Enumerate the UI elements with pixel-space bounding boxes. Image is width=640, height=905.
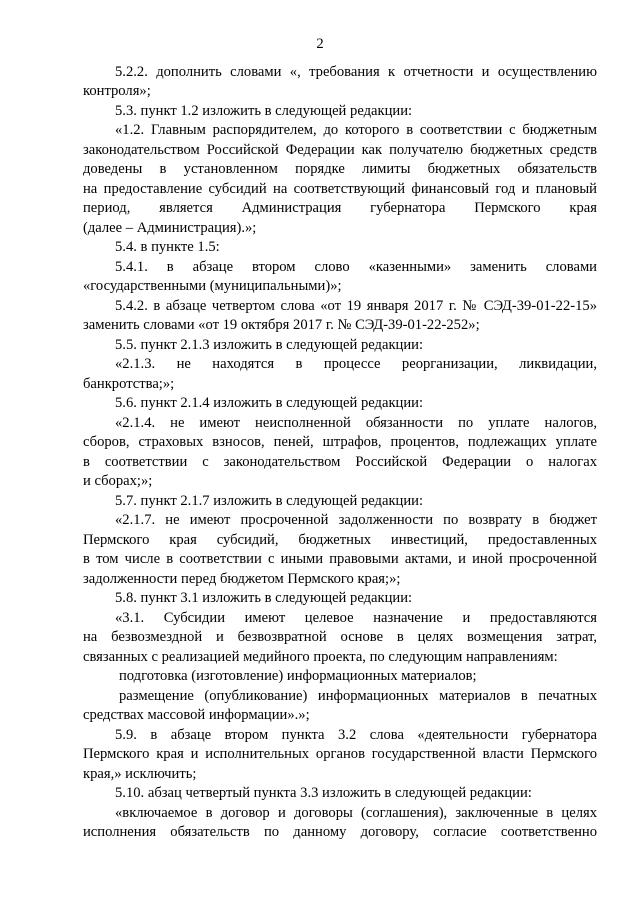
text-line: доведены в установленном порядке лимиты бюджетных обязательств	[83, 161, 597, 177]
text-line: 5.3. пункт 1.2 изложить в следующей редакции:	[115, 102, 413, 119]
text-line: в соответствии с законодательством Российской Федерации о налогах	[83, 453, 597, 470]
text-line: 5.10. абзац четвертый пункта 3.3 изложить в следующей редакции:	[115, 785, 532, 801]
text-line: «2.1.3. не находятся в процессе реорганизации, ликвидации,	[115, 356, 597, 372]
text-line: исполнения обязательств по данному договору, согласие соответственно	[83, 824, 597, 840]
text-line: 5.8. пункт 3.1 изложить в следующей редакции:	[115, 590, 413, 606]
text-line: «2.1.4. не имеют неисполненной обязанности по уплате налогов,	[115, 414, 597, 431]
document-body	[83, 63, 597, 843]
text-line: контроля»;	[83, 83, 151, 99]
text-line: период, является Администрация губернатора Пермского края	[83, 200, 597, 216]
text-line: сборов, страховых взносов, пеней, штрафов, процентов, подлежащих уплате	[83, 434, 597, 450]
text-line: края,» исключить;	[83, 765, 197, 782]
text-line: «включаемое в договор и договоры (соглашения), заключенные в целях	[115, 804, 597, 821]
text-line: законодательством Российской Федерации как получателю бюджетных средств	[83, 141, 597, 158]
text-line: связанных с реализацией медийного проекта, по следующим направлениям:	[83, 648, 558, 665]
text-line: подготовка (изготовление) информационных материалов;	[119, 668, 477, 684]
text-line: «3.1. Субсидии имеют целевое назначение и предоставляются	[115, 609, 597, 626]
text-line: в том числе в соответствии с иными правовыми актами, и иной просроченной	[83, 551, 597, 567]
text-line: «1.2. Главным распорядителем, до которого в соответствии с бюджетным	[115, 122, 597, 138]
text-line: 5.4.2. в абзаце четвертом слова «от 19 января 2017 г. № СЭД-39-01-22-15»	[115, 297, 597, 314]
text-line: средствах массовой информации».»;	[83, 707, 310, 723]
text-line: «2.1.7. не имеют просроченной задолженности по возврату в бюджет	[115, 512, 597, 528]
text-line: «государственными (муниципальными)»;	[83, 278, 342, 294]
text-line: 5.6. пункт 2.1.4 изложить в следующей редакции:	[115, 395, 424, 411]
text-line: 5.5. пункт 2.1.3 изложить в следующей редакции:	[115, 336, 424, 353]
text-line: на предоставление субсидий на соответствующий финансовый год и плановый	[83, 180, 597, 197]
text-line: банкротства;»;	[83, 375, 175, 392]
text-line: 5.4.1. в абзаце втором слово «казенными» заменить словами	[115, 258, 597, 275]
text-line: Пермского края субсидий, бюджетных инвестиций, предоставленных	[83, 531, 597, 548]
text-line: задолженности перед бюджетом Пермского края;»;	[83, 570, 401, 587]
text-line: 5.7. пункт 2.1.7 изложить в следующей редакции:	[115, 492, 424, 509]
text-line: (далее – Администрация).»;	[83, 219, 257, 236]
text-line: заменить словами «от 19 октября 2017 г. № СЭД-39-01-22-252»;	[83, 317, 480, 333]
text-line: 5.2.2. дополнить словами «, требования к отчетности и осуществлению	[115, 63, 597, 80]
text-line: Пермского края и исполнительных органов государственной власти Пермского	[83, 746, 597, 762]
text-line: и сборах;»;	[83, 473, 153, 489]
page-number: 2	[316, 36, 324, 52]
text-line: размещение (опубликование) информационных материалов в печатных	[119, 687, 597, 704]
text-line: 5.4. в пункте 1.5:	[115, 239, 220, 255]
text-line: на безвозмездной и безвозвратной основе в целях возмещения затрат,	[83, 629, 597, 645]
text-line: 5.9. в абзаце втором пункта 3.2 слова «деятельности губернатора	[115, 726, 597, 743]
